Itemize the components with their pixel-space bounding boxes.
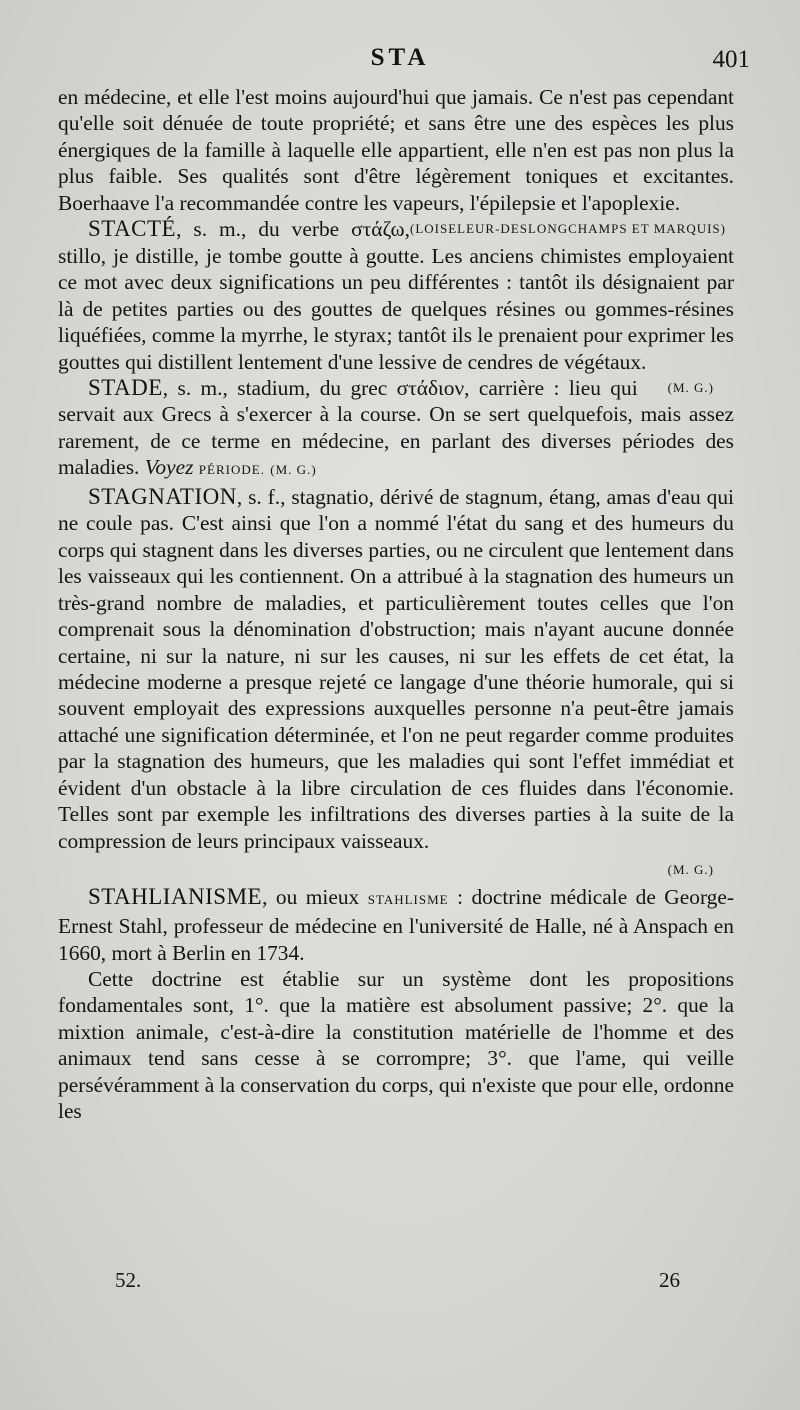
entry-text: , s. m., stadium, du grec στάδιον, carrière : lieu qui servait aux Grecs à s'exercer à la course. On se sert quelquefois, mais assez rarement, de ce terme en médecine, en parlant des diverses périodes des maladies. <box>58 375 734 480</box>
entry-text: , s. m., du verbe στάζω, stillo, je distille, je tombe goutte à goutte. Les anciens chimistes employaient ce mot avec deux significations un peu différentes : tantôt ils désignaient par là de petites parties ou des gouttes de quelques résines ou gommes-résines liquéfiées, comme la myrrhe, le styrax; tantôt ils le prenaient pour exprimer les gouttes qui distillent lentement d'une lessive de cendres de végétaux. <box>58 217 734 374</box>
author-signature: (M. G.) <box>270 462 317 478</box>
running-head: STA <box>370 44 430 71</box>
page-footer <box>60 1268 680 1298</box>
entry-stade <box>58 375 734 484</box>
entry-headword: STADE <box>88 374 163 400</box>
page-number: 401 <box>712 46 750 73</box>
entry-stagnation <box>58 484 734 854</box>
page-header <box>60 44 750 84</box>
entry-text: en médecine, et elle l'est moins aujourd'hui que jamais. Ce n'est pas cependant qu'elle soit dénuée de toute propriété; et sans être une des espèces les plus énergiques de la famille à laquelle elle appartient, elle n'en est pas non plus la plus faible. Ses qualités sont d'être légèrement toniques et excitantes. Boerhaave l'a recommandée contre les vapeurs, l'épilepsie et l'apoplexie. <box>58 85 734 215</box>
cross-reference: PÉRIODE. <box>198 462 265 478</box>
entry-stahlianisme <box>58 884 734 966</box>
entry-headword: STACTÉ <box>88 216 177 242</box>
entry-paragraph: Cette doctrine est établie sur un système dont les propositions fondamentales sont, 1°. que la matière est absolument passive; 2°. que la mixtion animale, c'est-à-dire la constitution matérielle de l'homme et des animaux tend sans cesse à se corrompre; 3°. que l'ame, qui veille persévéramment à la conservation du corps, qui n'existe que pour elle, ordonne les <box>58 966 734 1124</box>
signature-line <box>58 854 734 883</box>
alt-term: STAHLISME <box>367 891 449 907</box>
author-signature: (M. G.) <box>667 379 714 395</box>
author-signature: (M. G.) <box>667 862 714 878</box>
entry-headword: STAHLIANISME <box>88 883 263 909</box>
signature-mark: 52. <box>115 1268 142 1292</box>
entry-headword: STAGNATION <box>88 483 237 509</box>
author-signature: (LOISELEUR-DESLONGCHAMPS ET MARQUIS) <box>410 221 726 237</box>
entry-text: : doctrine médicale de George-Ernest Stahl, professeur de médecine en l'université de Halle, né à Anspach en 1660, mort à Berlin en 1734. <box>58 884 734 965</box>
entry-text: , s. f., stagnatio, dérivé de stagnum, étang, amas d'eau qui ne coule pas. C'est ainsi que l'on a nommé l'état du sang et des humeurs du corps qui stagnent dans les diverses parties, ou ne circulent que lentement dans les vaisseaux qui les contiennent. On a attribué à la stagnation des humeurs un très-grand nombre de maladies, et particulièrement toutes celles que l'on comprenait sous la dénomination d'obstruction; mais n'ayant aucune donnée certaine, ni sur la nature, ni sur les causes, ni sur les effets de cet état, la médecine moderne a presque rejeté ce langage d'une théorie humorale, qui si souvent employait des expressions auxquelles personne n'a peut-être jamais attaché une signification déterminée, et l'on ne peut regarder comme produites par la stagnation des humeurs, que les maladies qui sont l'effet immédiat et évident d'un obstacle à la libre circulation de ces fluides dans l'économie. Telles sont par exemple les infiltrations des diverses parties à la suite de la compression de leurs principaux vaisseaux. <box>58 484 734 853</box>
gathering-folio: 26 <box>659 1268 680 1292</box>
page-body <box>58 84 734 1125</box>
see-label: Voyez <box>144 455 194 480</box>
alt-prefix: , ou mieux <box>262 884 360 909</box>
